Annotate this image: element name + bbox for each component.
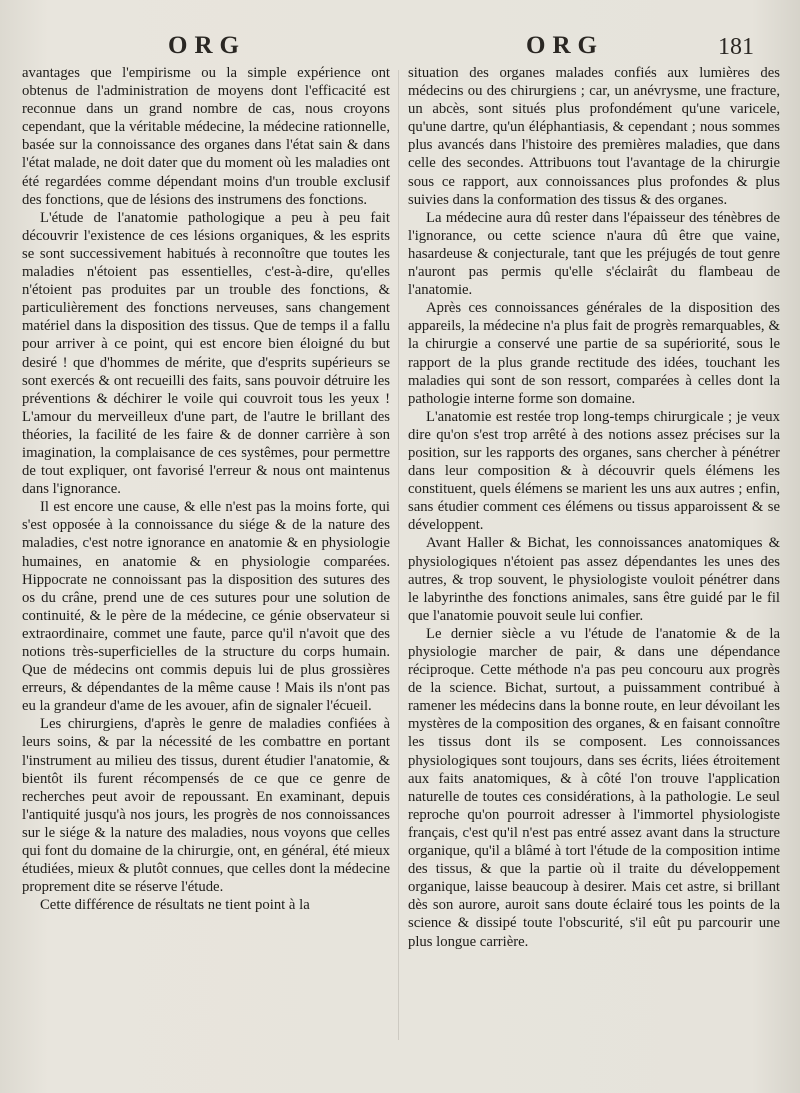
paragraph: avantages que l'empirisme ou la simple expérience ont obtenus de l'administration de moyens dont l'efficacité est reconnue dans un grand nombre de cas, nous croyons cependant, que la véritable médecine, la médecine rationnelle, basée sur la connoissance des organes dans l'état sain & dans l'état malade, ne doit dater que du moment où les maladies ont été regardées comme dépendant moins d'un trouble exclusif des fonctions, que de lésions des instrumens des fonctions. [22, 65, 390, 208]
paragraph: L'étude de l'anatomie pathologique a peu à peu fait découvrir l'existence de ces lésions organiques, & les esprits se sont successivement habitués à reconnoître que toutes les maladies n'étoient pas essentielles, c'est-à-dire, qu'elles n'étoient pas produites par un trouble des fonctions, & particulièrement des fonctions nerveuses, sans changement matériel dans la disposition des tissus. Que de temps il a fallu pour arriver à ce point, qui est encore bien éloigné du but desiré ! que d'hommes de mérite, que d'esprits supérieurs se sont exercés & ont recueilli des faits, sans pouvoir détruire les préventions & déchirer le voile qui couvroit tous les yeux ! L'amour du merveilleux d'une part, de l'autre le brillant des théories, la facilité de les faire & de donner carrière à son imagination, la complaisance de ces systêmes, pour permettre de tout expliquer, ont favorisé l'erreur & nous ont maintenus dans l'ignorance. [22, 209, 390, 498]
running-head-left: ORG [168, 32, 246, 59]
right-column [408, 64, 780, 951]
column-divider [398, 70, 399, 1040]
paragraph: Cette différence de résultats ne tient point à la [40, 897, 310, 914]
left-column [22, 64, 390, 914]
paragraph: Avant Haller & Bichat, les connoissances anatomiques & physiologiques n'étoient pas assez dépendantes les unes des autres, & trop souvent, le physiologiste vouloit pénétrer dans le labyrinthe des fonctions animales, sans être guidé par le fil que l'anatomie pouvoit seule lui confier. [408, 535, 780, 624]
running-head-right: ORG [526, 32, 604, 59]
paragraph: Il est encore une cause, & elle n'est pas la moins forte, qui s'est opposée à la connoissance du siége & de la nature des maladies, c'est notre ignorance en anatomie & en physiologie humaines, en anatomie & en physiologie comparées. Hippocrate ne connoissant pas la disposition des sutures des os du crâne, prend une de ces sutures pour une solution de continuité, & le père de la médecine, ce génie observateur si extraordinaire, commet une faute, parce qu'il n'avoit que des notions très-superficielles de la structure du corps humain. Que de médecins ont commis depuis lui de plus grossières erreurs, & dépendantes de la même cause ! Mais ils n'ont pas eu la grandeur d'ame de les avouer, afin de signaler l'écueil. [22, 499, 390, 715]
paragraph: Après ces connoissances générales de la disposition des appareils, la médecine n'a plus fait de progrès remarquables, & la chirurgie a conservé une partie de sa supériorité, sous le rapport de la plus grande rectitude des idées, touchant les maladies qui sont de son ressort, comparées à celles dont la pathologie interne forme son domaine. [408, 300, 780, 407]
running-header [0, 32, 800, 66]
paragraph: Le dernier siècle a vu l'étude de l'anatomie & de la physiologie marcher de pair, & dans une dépendance réciproque. Cette méthode n'a pas peu concouru aux progrès de la science. Bichat, surtout, a puissamment contribué à ramener les médecins dans la bonne route, en leur dévoilant les mystères de la composition des organes, & en faisant connoître les tissus dont ils se composent. Les connoissances physiologiques sont toujours, dans ses écrits, liées étroitement aux faits anatomiques, & à côté l'on trouve l'application naturelle de toutes ces considérations, à la pathologie. Le seul reproche qu'on pourroit adresser à l'immortel physiologiste français, c'est qu'il n'est pas entré assez avant dans la structure organique, qu'il a blâmé à tort l'étude de la composition intime des tissus, & que la partie où il traite du développement organique, laisse beaucoup à desirer. Mais cet astre, si brillant dès son aurore, auroit sans doute éclairé tous les points de la science & dissipé toute l'obscurité, s'il eût pu parcourir une plus longue carrière. [408, 625, 780, 950]
paragraph: Les chirurgiens, d'après le genre de maladies confiées à leurs soins, & par la nécessité de les combattre en portant l'instrument au milieu des tissus, durent étudier l'anatomie, & bientôt ils furent récompensés de ce que ce genre de recherches peut avoir de repoussant. En examinant, depuis l'antiquité jusqu'à nos jours, les progrès de nos connoissances sur le siége & la nature des maladies, nous voyons que celles qui font du domaine de la chirurgie, ont, en général, été mieux étudiées, mieux & plutôt connues, que celles dont la médecine proprement dite se réserve l'étude. [22, 716, 390, 896]
paragraph: La médecine aura dû rester dans l'épaisseur des ténèbres de l'ignorance, ou cette science n'aura dû être que vaine, hasardeuse & conjecturale, tant que les préjugés de tout genre n'auront pas permis qu'elle s'éclairât du flambeau de l'anatomie. [408, 209, 780, 299]
page-number: 181 [718, 34, 754, 60]
paragraph: L'anatomie est restée trop long-temps chirurgicale ; je veux dire qu'on s'est trop arrêté à des notions assez précises sur la position, sur les rapports des organes, sans chercher à pénétrer dans leur composition & à découvrir quels élémens les constituent, quels élémens se marient les uns aux autres ; enfin, sans étudier comment ces élémens ou tissus apparoissent & se développent. [408, 408, 780, 534]
paragraph: situation des organes malades confiés aux lumières des médecins ou des chirurgiens ; car, un anévrysme, une fracture, un abcès, sont situés plus profondément qu'une varicele, qu'une dartre, qu'un éléphantiasis, & cependant ; nous sommes plus avancés dans l'histoire des premières maladies, que dans celle des secondes. Attribuons tout l'avantage de la chirurgie sous ce rapport, aux connoissances plus profondes & plus suivies dans la conformation des tissus & des organes. [408, 65, 780, 208]
